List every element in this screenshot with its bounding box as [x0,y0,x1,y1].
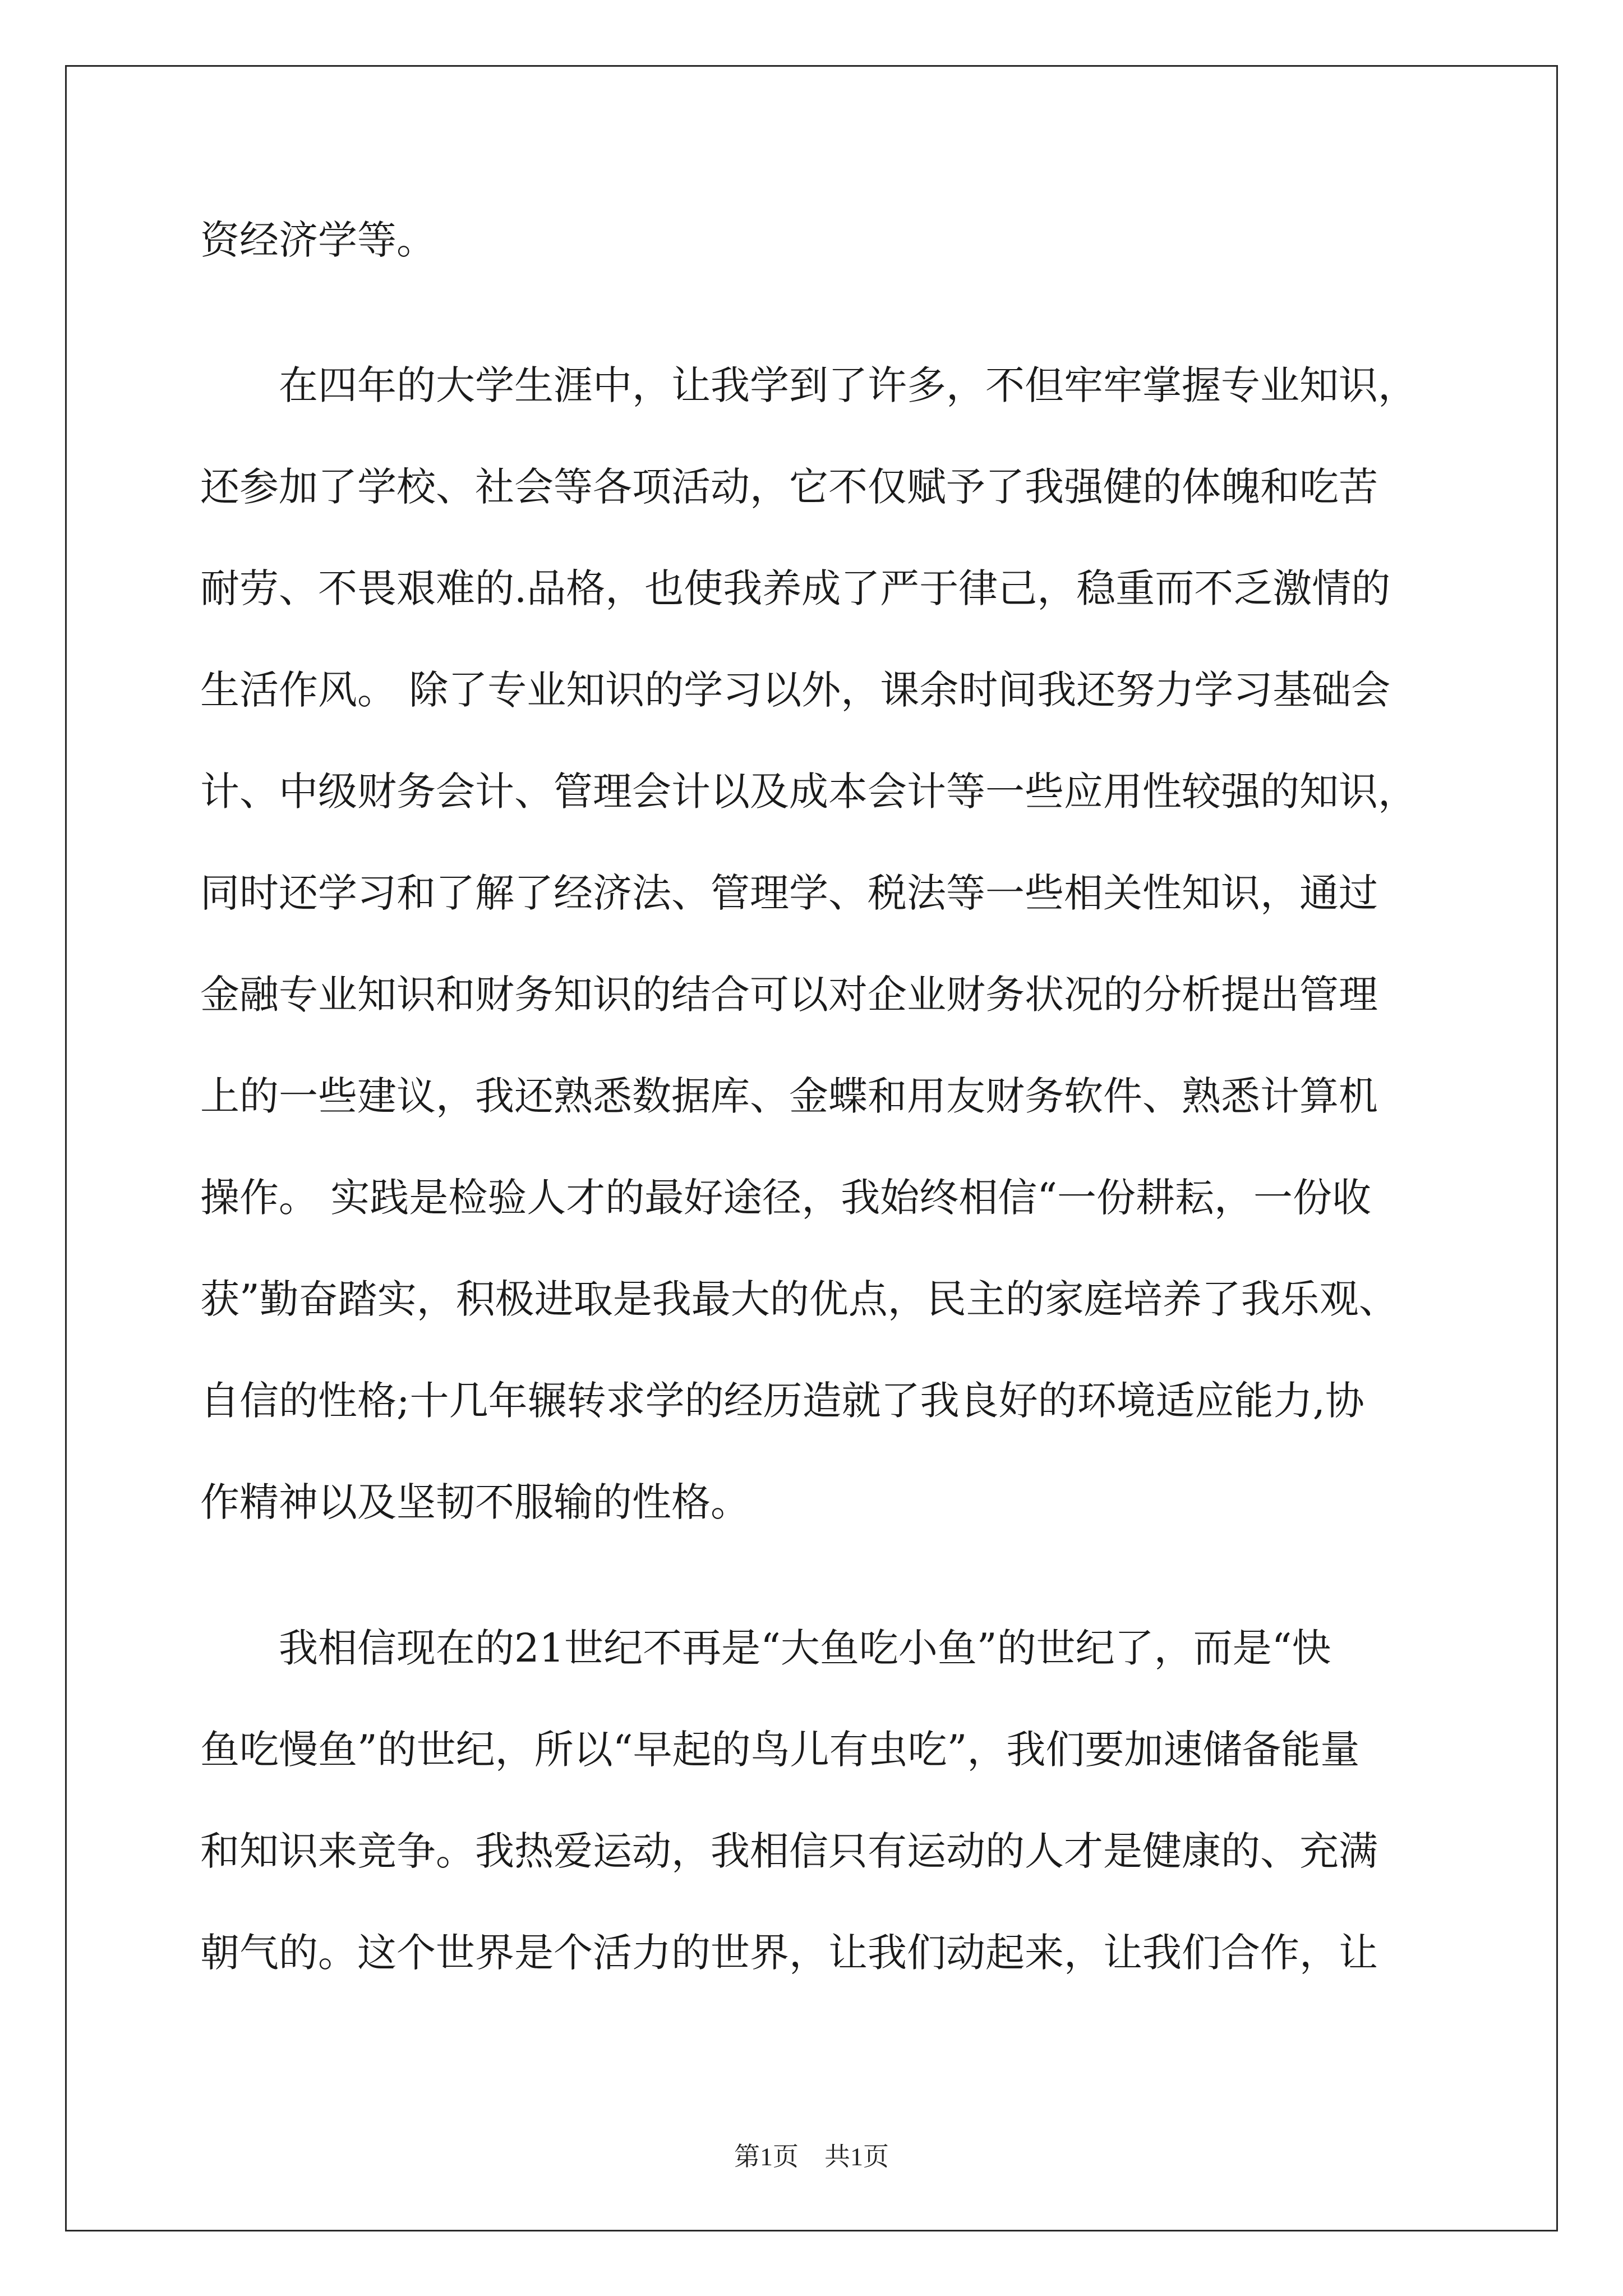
text-line: 计、中级财务会计、管理会计以及成本会计等一些应用性较强的知识， [200,769,1417,815]
text-line: 还参加了学校、社会等各项活动，它不仅赋予了我强健的体魄和吃苦 [200,464,1378,510]
page-total: 共1页 [824,2142,889,2171]
text-line: 鱼吃慢鱼”的世纪，所以“早起的鸟儿有虫吃”，我们要加速储备能量 [200,1727,1360,1773]
page-number: 第1页 [734,2142,799,2171]
text-line: 朝气的。这个世界是个活力的世界，让我们动起来，让我们合作，让 [200,1930,1378,1976]
text-line: 自信的性格;十几年辗转求学的经历造就了我良好的环境适应能力,协 [200,1378,1364,1424]
page-footer [0,2136,1623,2173]
text-line: 生活作风。 除了专业知识的学习以外，课余时间我还努力学习基础会 [200,667,1391,713]
text-line: 在四年的大学生涯中，让我学到了许多，不但牢牢掌握专业知识， [279,362,1417,408]
text-line: 和知识来竞争。我热爱运动，我相信只有运动的人才是健康的、充满 [200,1828,1378,1874]
text-line: 操作。 实践是检验人才的最好途径，我始终相信“一份耕耘，一份收 [200,1175,1372,1221]
text-line: 耐劳、不畏艰难的.品格，也使我养成了严于律己，稳重而不乏激情的 [200,565,1391,611]
text-line: 作精神以及坚韧不服输的性格。 [200,1479,750,1525]
text-line: 同时还学习和了解了经济法、管理学、税法等一些相关性知识，通过 [200,870,1378,916]
text-line: 资经济学等。 [200,217,436,263]
text-line: 金融专业知识和财务知识的结合可以对企业财务状况的分析提出管理 [200,972,1378,1018]
text-line: 我相信现在的21世纪不再是“大鱼吃小鱼”的世纪了，而是“快 [279,1625,1331,1671]
text-line: 上的一些建议，我还熟悉数据库、金蝶和用友财务软件、熟悉计算机 [200,1073,1378,1119]
text-line: 获”勤奋踏实，积极进取是我最大的优点，民主的家庭培养了我乐观、 [200,1276,1398,1322]
